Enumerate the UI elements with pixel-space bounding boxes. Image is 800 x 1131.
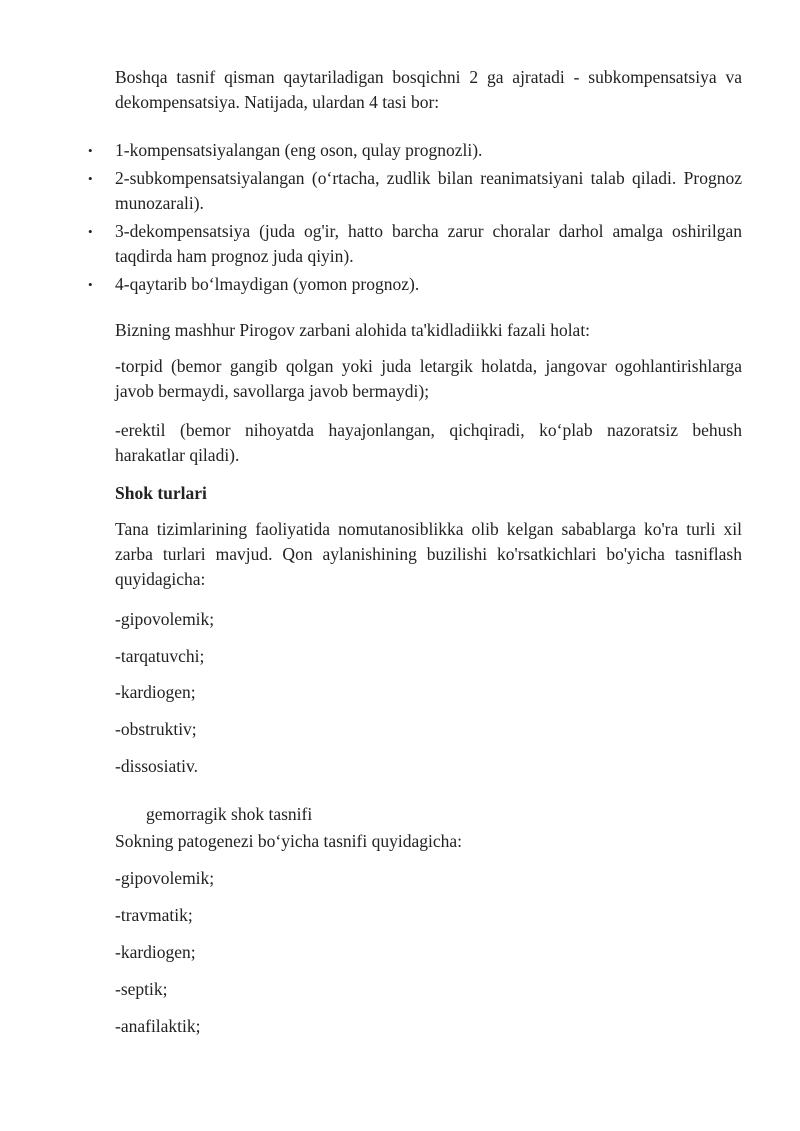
hemorrhagic-subheading: gemorragik shok tasnifi [146, 804, 313, 824]
bullet-icon: • [88, 143, 93, 158]
erektil-paragraph: -erektil (bemor nihoyatda hayajonlangan, qichqiradi, koʻplab nazoratsiz behush harakatlar qiladi). [115, 420, 742, 465]
list-item-text: 3-dekompensatsiya (juda og'ir, hatto barcha zarur choralar darhol amalga oshirilgan taqdirda ham prognoz juda qiyin). [115, 221, 742, 266]
list-item-text: 4-qaytarib boʻlmaydigan (yomon prognoz). [115, 274, 420, 294]
list-item: -anafilaktik; [115, 1016, 201, 1036]
list-item: -kardiogen; [115, 942, 196, 962]
list-item: -gipovolemik; [115, 609, 215, 629]
list-item: -tarqatuvchi; [115, 646, 205, 666]
list-item-text: 2-subkompensatsiyalangan (oʻrtacha, zudlik bilan reanimatsiyani talab qiladi. Prognoz munozarali). [115, 168, 742, 213]
pirogov-intro: Bizning mashhur Pirogov zarbani alohida ta'kidladiikki fazali holat: [115, 320, 591, 340]
list-item: -gipovolemik; [115, 868, 215, 888]
intro-paragraph: Boshqa tasnif qisman qaytariladigan bosqichni 2 ga ajratadi - subkompensatsiya va dekompensatsiya. Natijada, ulardan 4 tasi bor: [115, 67, 742, 112]
bullet-icon: • [88, 171, 93, 186]
bullet-icon: • [88, 224, 93, 239]
list-item [88, 272, 742, 297]
list-item: -dissosiativ. [115, 756, 198, 776]
list-item [88, 219, 742, 269]
list-item [88, 166, 742, 216]
bullet-icon: • [88, 277, 93, 292]
section-heading: Shok turlari [115, 483, 207, 503]
list-item: -obstruktiv; [115, 719, 197, 739]
stage-list [0, 138, 800, 300]
torpid-paragraph: -torpid (bemor gangib qolgan yoki juda letargik holatda, jangovar ogohlantirishlarga javob bermaydi, savollarga javob bermaydi); [115, 356, 742, 401]
list-item [88, 138, 742, 163]
list-item: -septik; [115, 979, 168, 999]
list-item-text: 1-kompensatsiyalangan (eng oson, qulay prognozli). [115, 140, 483, 160]
pathogenesis-paragraph: Sokning patogenezi boʻyicha tasnifi quyidagicha: [115, 831, 462, 851]
list-item: -kardiogen; [115, 682, 196, 702]
shock-types-paragraph: Tana tizimlarining faoliyatida nomutanosiblikka olib kelgan sabablarga ko'ra turli xil zarba turlari mavjud. Qon aylanishining buzilishi ko'rsatkichlari bo'yicha tasniflash quyidagicha: [115, 519, 742, 589]
list-item: -travmatik; [115, 905, 193, 925]
